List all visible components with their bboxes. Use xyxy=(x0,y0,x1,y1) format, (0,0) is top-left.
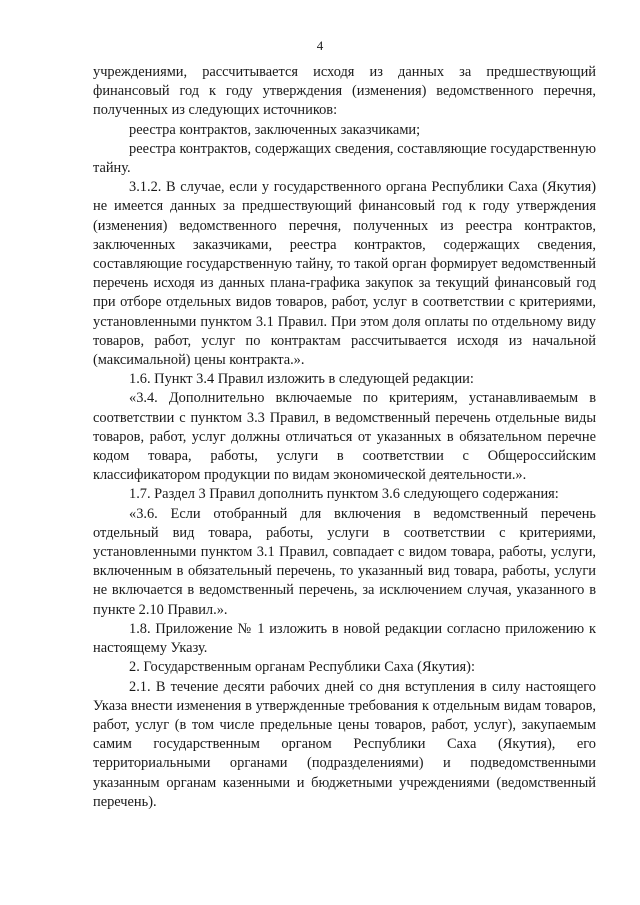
paragraph-1-8: 1.8. Приложение № 1 изложить в новой редакции согласно приложению к настоящему Указу. xyxy=(93,620,596,657)
paragraph-continuation: учреждениями, рассчитывается исходя из данных за предшествующий финансовый год к году утверждения (изменения) ведомственного перечня, полученных из следующих источников: xyxy=(93,64,596,119)
paragraph-2: 2. Государственным органам Республики Саха (Якутия): xyxy=(129,659,475,676)
paragraph-1-6: 1.6. Пункт 3.4 Правил изложить в следующей редакции: xyxy=(129,371,474,388)
paragraph-3-4-quote: «3.4. Дополнительно включаемые по критериям, устанавливаемым в соответствии с пунктом 3.3 Правил, в ведомственный перечень отдельные виды товаров, работ, услуг должны отличаться от указанных в обязательном перечне кодом товара, работы, услуги в соответствии с Общероссийским классификатором продукции по видам экономической деятельности.». xyxy=(93,390,596,484)
paragraph-1-7: 1.7. Раздел 3 Правил дополнить пунктом 3.6 следующего содержания: xyxy=(129,486,559,503)
document-body xyxy=(93,63,596,812)
paragraph-3-1-2: 3.1.2. В случае, если у государственного органа Республики Саха (Якутия) не имеется данных за предшествующий финансовый год к году утверждения (изменения) ведомственного перечня, полученных из реестра контрактов, заключенных заказчиками, реестра контрактов, содержащих сведения, составляющие государственную тайну, то такой орган формирует ведомственный перечень исходя из данных плана-графика закупок за текущий финансовый год при отборе отдельных видов товаров, работ, услуг в соответствии с критериями, установленными пунктом 3.1 Правил. При этом доля оплаты по отдельному виду товаров, работ, услуг по контрактам рассчитывается исходя из начальной (максимальной) цены контракта.». xyxy=(93,179,596,369)
paragraph-source-contracts-registry: реестра контрактов, заключенных заказчиками; xyxy=(129,121,421,138)
paragraph-3-6-quote: «3.6. Если отобранный для включения в ведомственный перечень отдельный вид товара, работы, услуги в соответствии с критериями, установленными пунктом 3.1 Правил, совпадает с видом товара, работы, услуги, включенным в обязательный перечень, то указанный вид товара, работы, услуги не включается в ведомственный перечень, за исключением случая, указанного в пункте 2.10 Правил.». xyxy=(93,505,596,618)
paragraph-2-1: 2.1. В течение десяти рабочих дней со дня вступления в силу настоящего Указа внести изменения в утвержденные требования к отдельным видам товаров, работ, услуг (в том числе предельные цены товаров, работ, услуг), закупаемым самим государственным органом Республики Саха (Якутия), его территориальными органами (подразделениями) и подведомственными указанным органам казенными и бюджетными учреждениями (ведомственный перечень). xyxy=(93,678,596,810)
paragraph-source-secret-registry: реестра контрактов, содержащих сведения, составляющие государственную тайну. xyxy=(93,140,596,177)
page-number: 4 xyxy=(316,38,324,53)
